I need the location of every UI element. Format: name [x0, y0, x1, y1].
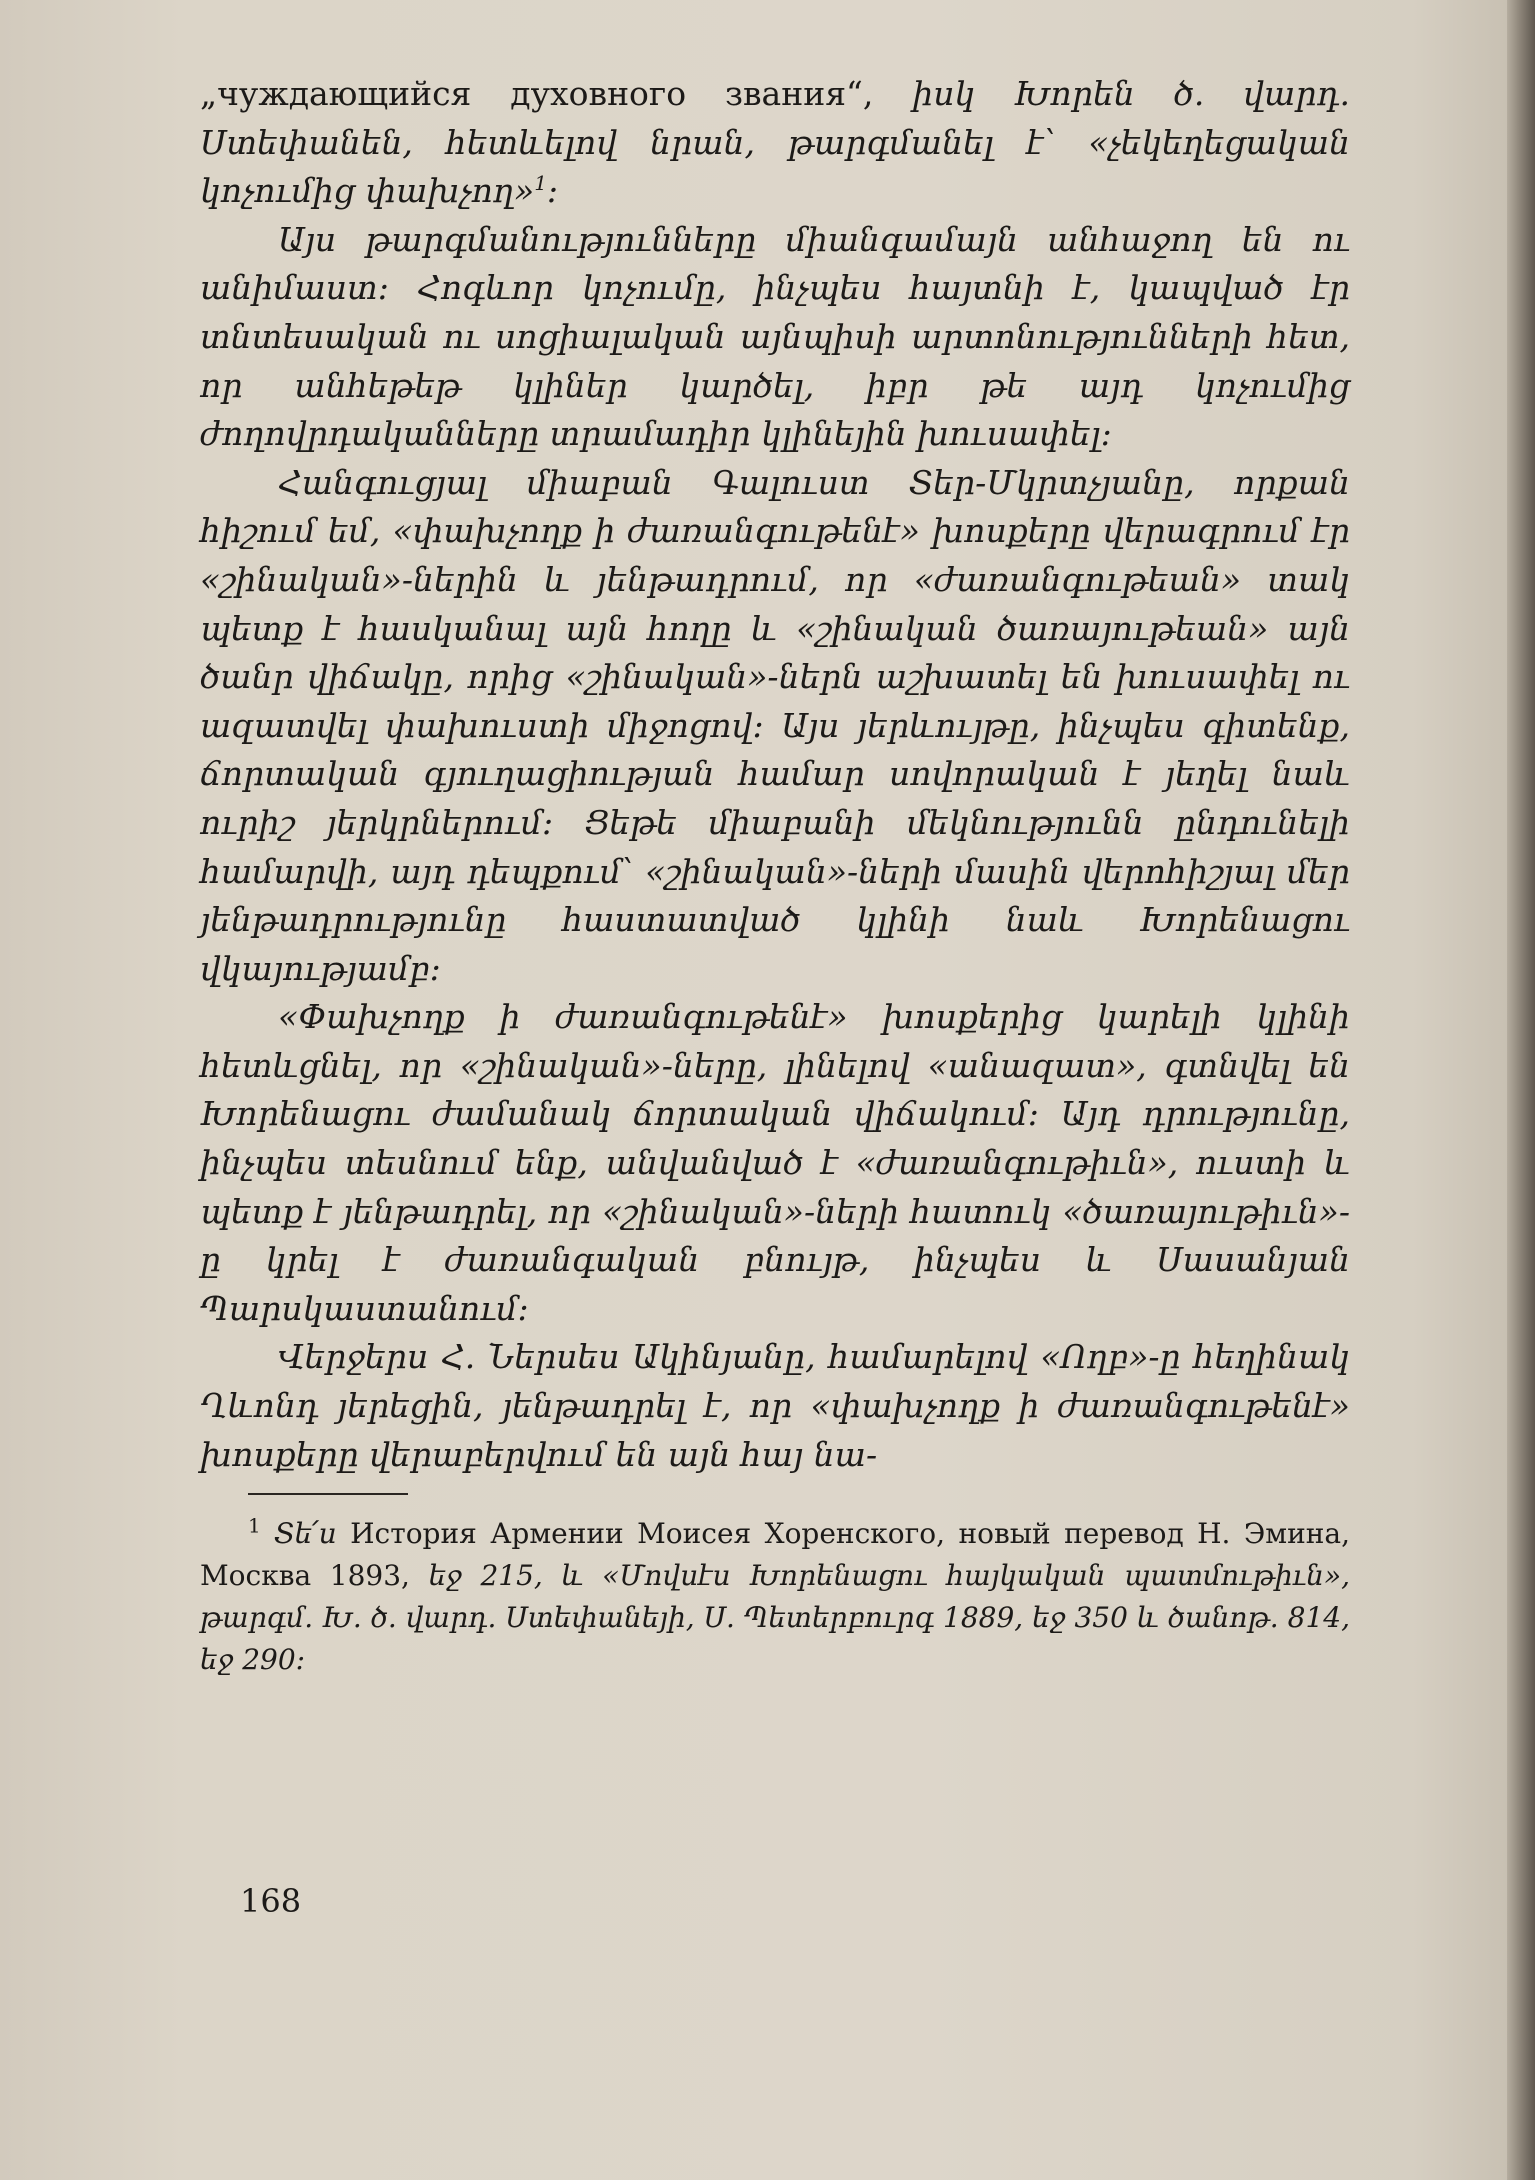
paragraph-4: «Փախչողք ի ժառանգութենէ» խոսքերից կարելի կլինի հետևցնել, որ «շինական»-ները, լինելով «անազատ», գտնվել են Խորենացու ժամանակ ճորտական վիճակում։ Այդ դրությունը, ինչպես տեսնում ենք, անվանված է «ժառանգութիւն», ուստի և պետք է յենթադրել, որ «շինական»-ների հատուկ «ծառայութիւն»-ը կրել է ժառանգական բնույթ, ինչպես և Սասանյան Պարսկաստանում։: [200, 997, 1350, 1328]
footnote-see: Տե՛ս: [274, 1517, 337, 1551]
footnote-rule: [248, 1493, 408, 1495]
paragraph-5: Վերջերս Հ. Ներսես Ակինյանը, համարելով «Ողբ»-ը հեղինակ Ղևոնդ յերեցին, յենթադրել է, որ «փախչողք ի ժառանգութենէ» խոսքերը վերաբերվում են այն հայ նա-: [200, 1337, 1350, 1474]
footnote-ref: 1: [534, 171, 547, 196]
footnote-russian-title: История Армении Моисея Хоренского, новый перевод Н. Эмина, Москва 1893,: [200, 1517, 1350, 1593]
page-body: [200, 70, 1350, 1681]
footnote-number: 1: [248, 1513, 261, 1538]
russian-quote: „чуждающийся духовного звания“,: [200, 74, 874, 113]
paragraph-1-text: իսկ Խորեն ծ. վարդ. Ստեփանեն, հետևելով նրան, թարգմանել է՝ «չեկեղեցական կոչումից փախչող»: [200, 74, 1351, 211]
footnote: [200, 1513, 1350, 1681]
paragraph-1-tail: ։: [546, 171, 559, 211]
paragraph-2: Այս թարգմանությունները միանգամայն անհաջող են ու անիմաստ։ Հոգևոր կոչումը, ինչպես հայտնի է, կապված էր տնտեսական ու սոցիալական այնպիսի արտոնությունների հետ, որ անհեթեթ կլիներ կարծել, իբր թե այդ կոչումից ժողովրդականները տրամադիր կլինեյին խուսափել։: [200, 219, 1350, 454]
book-gutter: [1507, 0, 1535, 2180]
footnote-armenian-text: եջ 215, և «Մովսէս Խորենացու հայկական պատմութիւն», թարգմ. Խ. ծ. վարդ. Ստեփանեյի, Ս. Պետերբուրգ 1889, եջ 350 և ծանոթ. 814, եջ 290։: [200, 1559, 1350, 1677]
paragraph-1: [200, 70, 1350, 216]
page-number: 168: [240, 1882, 302, 1920]
paragraph-3: Հանգուցյալ միաբան Գալուստ Տեր-Մկրտչյանը, որքան հիշում եմ, «փախչողք ի ժառանգութենէ» խոսքերը վերագրում էր «շինական»-ներին և յենթադրում, որ «ժառանգութեան» տակ պետք է հասկանալ այն հողը և «շինական ծառայութեան» այն ծանր վիճակը, որից «շինական»-ներն աշխատել են խուսափել ու ազատվել փախուստի միջոցով։ Այս յերևույթը, ինչպես գիտենք, ճորտական գյուղացիության համար սովորական է յեղել նաև ուրիշ յերկրներում։ Ցեթե միաբանի մեկնությունն ընդունելի համարվի, այդ դեպքում՝ «շինական»-ների մասին վերոհիշյալ մեր յենթադրությունը հաստատված կլինի նաև Խորենացու վկայությամբ։: [200, 462, 1350, 988]
